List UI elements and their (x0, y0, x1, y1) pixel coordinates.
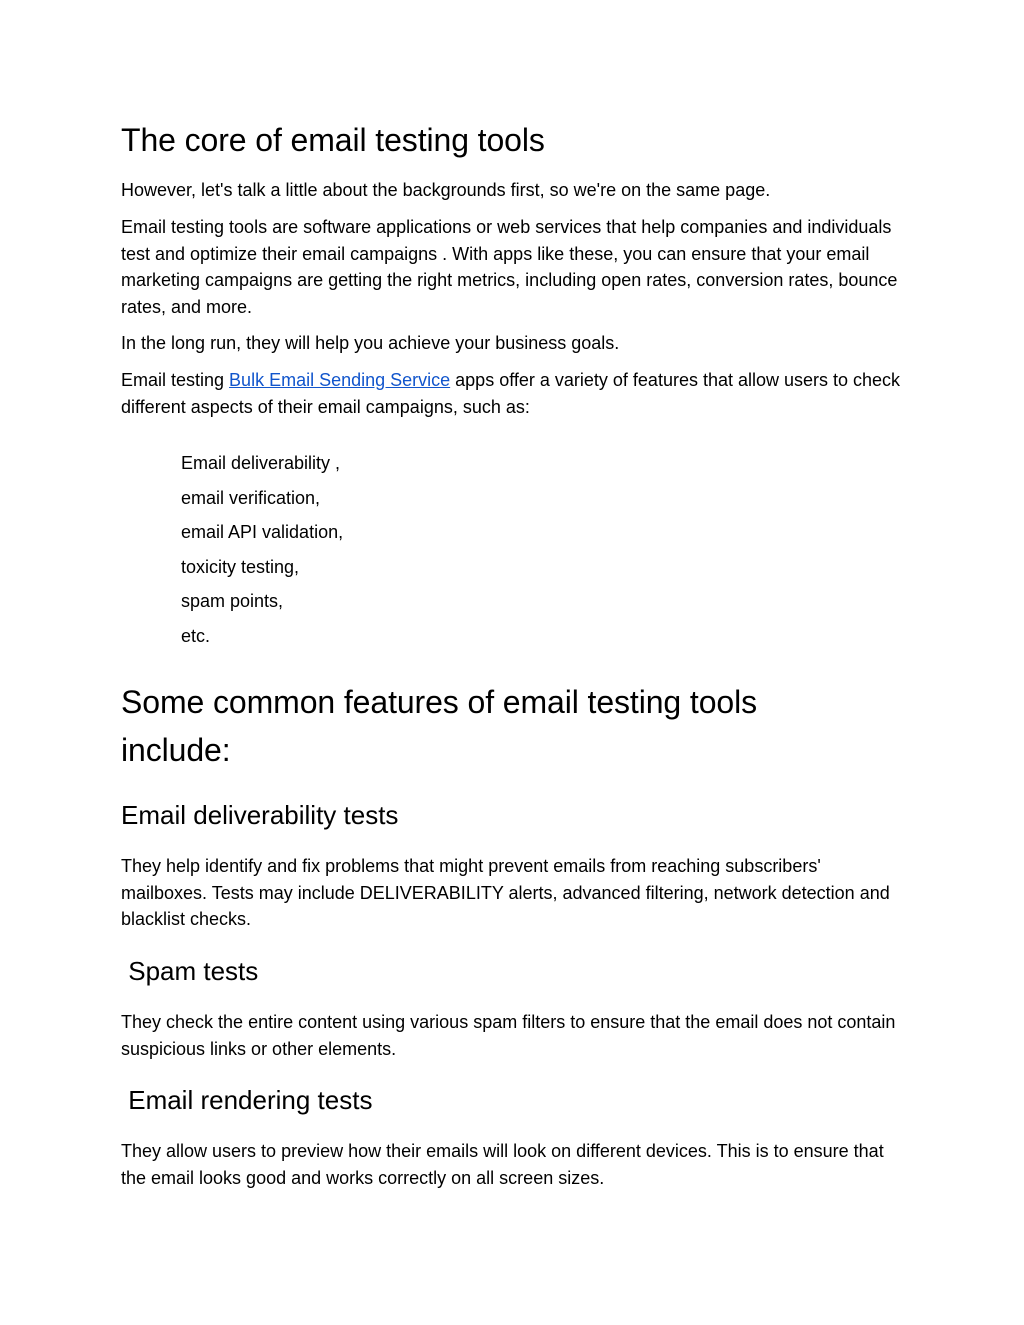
features-intro-before-link: Email testing (121, 370, 230, 390)
section-title: Some common features of email testing tools include: (121, 684, 757, 768)
long-run-paragraph: In the long run, they will help you achieve your business goals. (121, 333, 620, 353)
features-intro-paragraph (121, 367, 911, 420)
definition-paragraph: Email testing tools are software applications or web services that help companies and individuals test and optimize their email campaigns . With apps like these, you can ensure that your email marketing campaigns are getting the right metrics, including open rates, conversion rates, bounce rates, and more. (121, 217, 898, 317)
intro-paragraph: However, let's talk a little about the backgrounds first, so we're on the same page. (121, 180, 771, 200)
subsection-body: They help identify and fix problems that might prevent emails from reaching subscribers' mailboxes. Tests may include DELIVERABILITY alerts, advanced filtering, network detection and blacklist checks. (121, 856, 890, 929)
list-item: etc. (181, 625, 211, 646)
subsection-heading: Email deliverability tests (121, 800, 399, 830)
subsection-body: They allow users to preview how their emails will look on different devices. This is to ensure that the email looks good and works correctly on all screen sizes. (121, 1141, 884, 1188)
list-item: Email deliverability , (181, 453, 341, 473)
list-item: email API validation, (181, 522, 344, 542)
features-intro-after-link: apps offer a variety of features that allow users to check different aspects of their email campaigns, such as: (121, 370, 901, 417)
list-item: spam points, (181, 591, 284, 611)
list-item: toxicity testing, (181, 556, 300, 577)
bulk-email-service-link[interactable]: Bulk Email Sending Service (229, 370, 451, 390)
subsection-heading: Email rendering tests (121, 1085, 373, 1115)
feature-list (121, 446, 343, 653)
subsection-heading: Spam tests (121, 956, 259, 986)
section-title: The core of email testing tools (121, 122, 545, 158)
subsection-body: They check the entire content using various spam filters to ensure that the email does not contain suspicious links or other elements. (121, 1012, 896, 1059)
list-item: email verification, (181, 487, 321, 508)
